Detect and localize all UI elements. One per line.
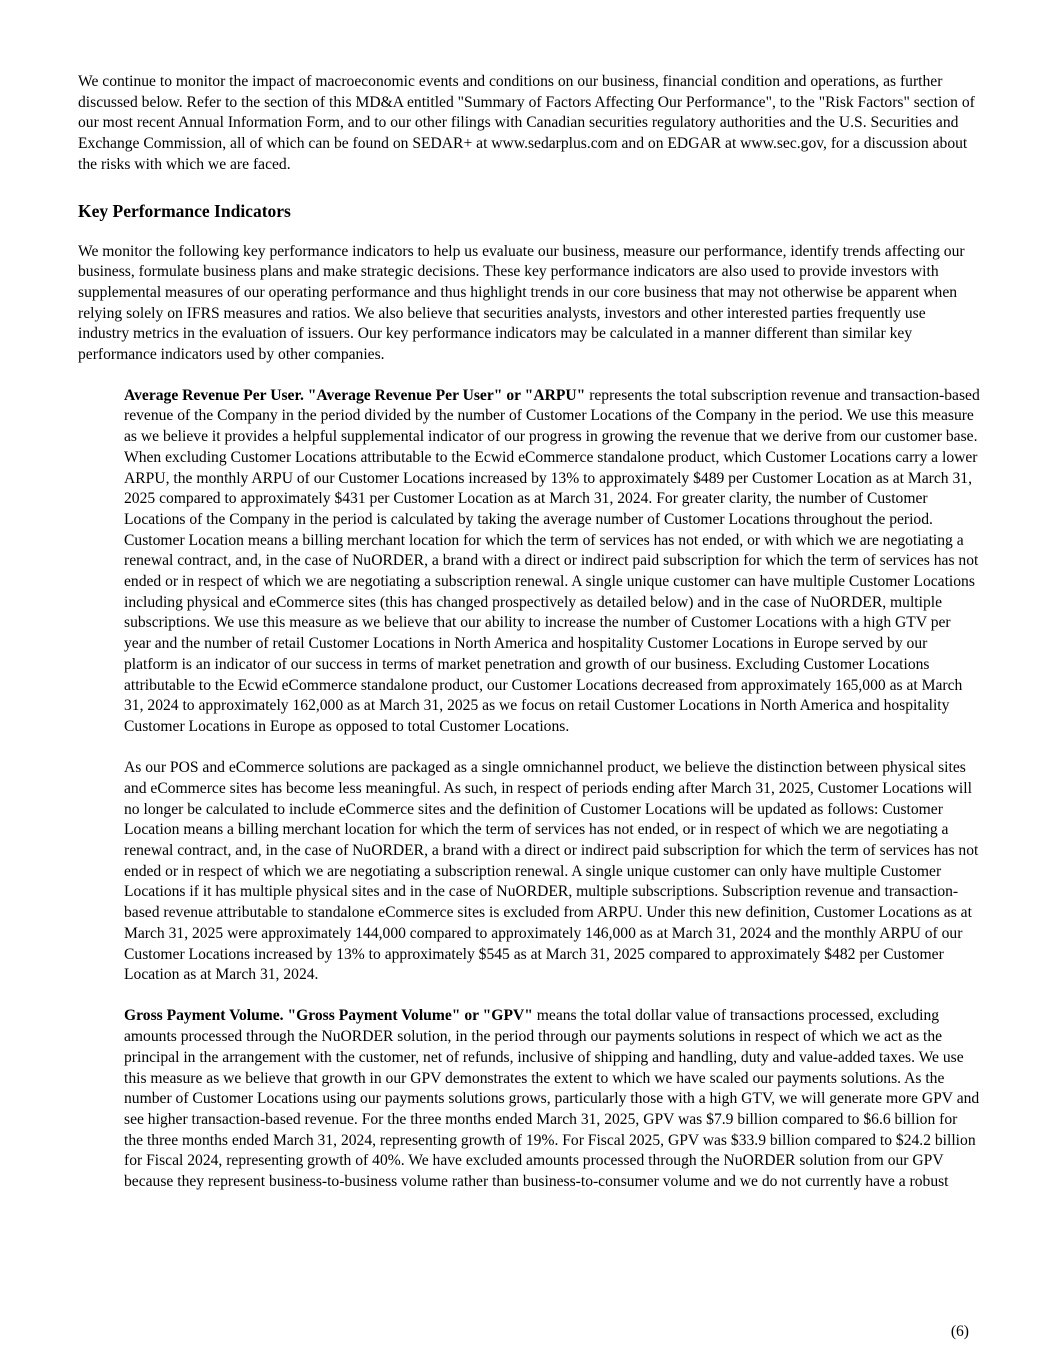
kpi-definitions	[124, 386, 980, 1193]
intro-paragraph: We continue to monitor the impact of macroeconomic events and conditions on our business, financial condition and operations, as further discussed below. Refer to the section of this MD&A entitled "Summary of Factors Affecting Our Performance", to the "Risk Factors" section of our most recent Annual Information Form, and to our other filings with Canadian securities regulatory authorities and the U.S. Securities and Exchange Commission, all of which can be found on SEDAR+ at www.sedarplus.com and on EDGAR at www.sec.gov, for a discussion about the risks with which we are faced.	[78, 73, 975, 173]
page-number: (6)	[950, 1323, 969, 1340]
kpi-intro-paragraph: We monitor the following key performance indicators to help us evaluate our business, measure our performance, identify trends affecting our business, formulate business plans and make strategic decisions. These key performance indicators are also used to provide investors with supplemental measures of our operating performance and thus highlight trends in our core business that may not otherwise be apparent when relying solely on IFRS measures and ratios. We also believe that securities analysts, investors and other interested parties frequently use industry metrics in the evaluation of issuers. Our key performance indicators may be calculated in a manner different than similar key performance indicators used by other companies.	[78, 242, 965, 364]
arpu-paragraph	[124, 386, 980, 738]
arpu-term: Average Revenue Per User. "Average Revenue Per User" or "ARPU"	[124, 386, 586, 404]
omnichannel-paragraph: As our POS and eCommerce solutions are packaged as a single omnichannel product, we believe the distinction between physical sites and eCommerce sites has become less meaningful. As such, in respect of periods ending after March 31, 2025, Customer Locations will no longer be calculated to include eCommerce sites and the definition of Customer Locations will be updated as follows: Customer Location means a billing merchant location for which the term of services has not ended, or in respect of which we are negotiating a renewal contract, and, in the case of NuORDER, a brand with a direct or indirect paid subscription for which the term of services has not ended or in respect of which we are negotiating a subscription renewal. A single unique customer can only have multiple Customer Locations if it has multiple physical sites and in the case of NuORDER, multiple subscriptions. Subscription revenue and transaction-based revenue attributable to standalone eCommerce sites is excluded from ARPU. Under this new definition, Customer Locations as at March 31, 2025 were approximately 144,000 compared to approximately 146,000 as at March 31, 2024 and the monthly ARPU of our Customer Locations increased by 13% to approximately $545 as at March 31, 2025 compared to approximately $482 per Customer Location as at March 31, 2024.	[124, 759, 979, 984]
document-page	[78, 72, 978, 1213]
gpv-paragraph	[124, 1006, 980, 1192]
gpv-term: Gross Payment Volume. "Gross Payment Volume" or "GPV"	[124, 1007, 533, 1025]
section-heading: Key Performance Indicators	[78, 200, 291, 221]
gpv-body: means the total dollar value of transactions processed, excluding amounts processed through the NuORDER solution, in the period through our payments solutions in respect of which we act as the principal in the arrangement with the customer, net of refunds, inclusive of shipping and handling, duty and value-added taxes. We use this measure as we believe that growth in our GPV demonstrates the extent to which we have scaled our payments solutions. As the number of Customer Locations using our payments solutions grows, particularly those with a high GTV, we will generate more GPV and see higher transaction-based revenue. For the three months ended March 31, 2025, GPV was $7.9 billion compared to $6.6 billion for the three months ended March 31, 2024, representing growth of 19%. For Fiscal 2025, GPV was $33.9 billion compared to $24.2 billion for Fiscal 2024, representing growth of 40%. We have excluded amounts processed through the NuORDER solution from our GPV because they represent business-to-business volume rather than business-to-consumer volume and we do not currently have a robust	[124, 1007, 980, 1191]
arpu-body: represents the total subscription revenue and transaction-based revenue of the Company in the period divided by the number of Customer Locations of the Company in the period. We use this measure as we believe it provides a helpful supplemental indicator of our progress in growing the revenue that we derive from our customer base. When excluding Customer Locations attributable to the Ecwid eCommerce standalone product, which Customer Locations carry a lower ARPU, the monthly ARPU of our Customer Locations increased by 13% to approximately $489 per Customer Location as at March 31, 2025 compared to approximately $431 per Customer Location as at March 31, 2024. For greater clarity, the number of Customer Locations of the Company in the period is calculated by taking the average number of Customer Locations throughout the period. Customer Location means a billing merchant location for which the term of services has not ended, or with which we are negotiating a renewal contract, and, in the case of NuORDER, a brand with a direct or indirect paid subscription for which the term of services has not ended or in respect of which we are negotiating a subscription renewal. A single unique customer can have multiple Customer Locations including physical and eCommerce sites (this has changed prospectively as detailed below) and in the case of NuORDER, multiple subscriptions. We use this measure as we believe that our ability to increase the number of Customer Locations with a high GTV per year and the number of retail Customer Locations in North America and hospitality Customer Locations in Europe served by our platform is an indicator of our success in terms of market penetration and growth of our business. Excluding Customer Locations attributable to the Ecwid eCommerce standalone product, our Customer Locations decreased from approximately 165,000 as at March 31, 2024 to approximately 162,000 as at March 31, 2025 as we focus on retail Customer Locations in North America and hospitality Customer Locations in Europe as opposed to total Customer Locations.	[124, 386, 980, 735]
